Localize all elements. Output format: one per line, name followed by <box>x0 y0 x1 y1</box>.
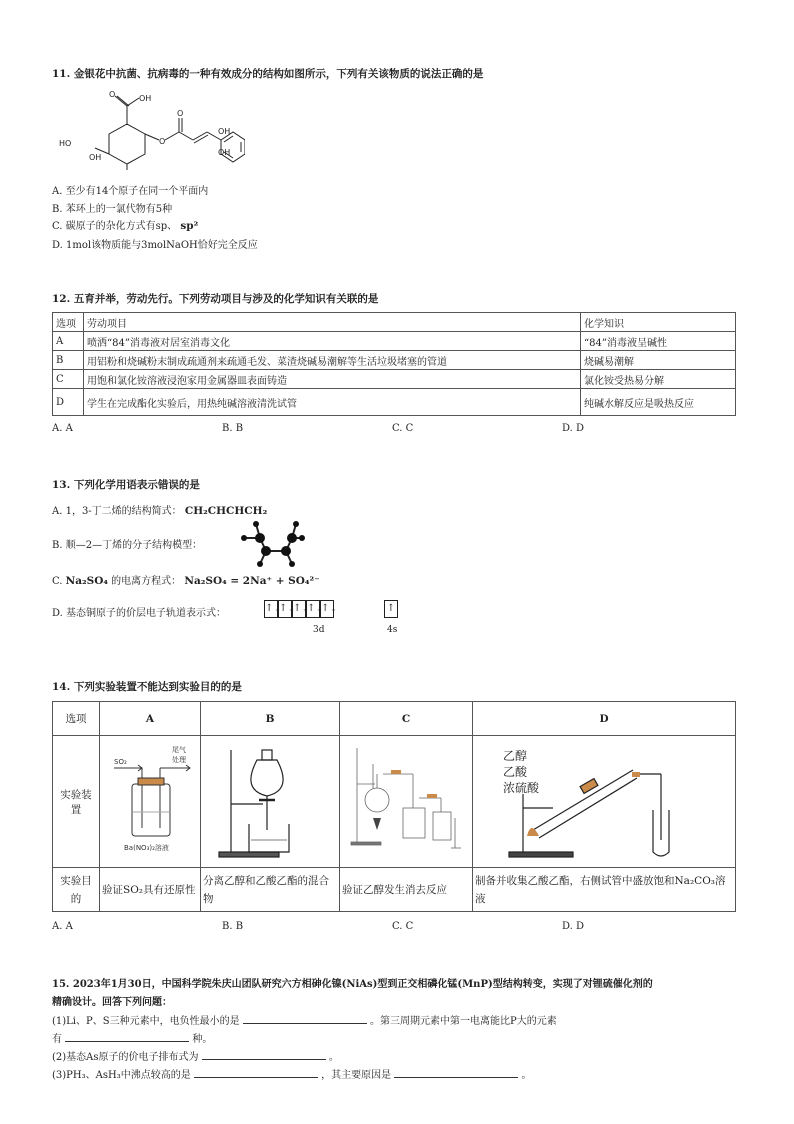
purpose-d: 制备并收集乙酸乙酯，右侧试管中盛放饱和Na₂CO₃溶液 <box>473 868 736 912</box>
q14-answer-c[interactable]: C. C <box>392 921 414 932</box>
row-b-option: B <box>53 351 84 370</box>
q13-option-c-mid: 的电离方程式： <box>111 576 182 587</box>
orbital-3d <box>264 600 338 618</box>
q11-option-c[interactable] <box>52 217 198 232</box>
q13-option-c-formula1: Na₂SO₄ <box>65 575 108 587</box>
row-b-labor: 用铝粉和烧碱粉末制成疏通剂来疏通毛发、菜渣烧碱易潮解等生活垃圾堵塞的管道 <box>84 351 581 370</box>
row-label-apparatus: 实验装置 <box>53 736 100 868</box>
label-o-carbonyl: O <box>177 109 184 118</box>
header-chem: 化学知识 <box>581 313 736 332</box>
table-row-purpose <box>53 868 736 912</box>
table-header-row <box>53 702 736 736</box>
table-row <box>53 332 736 351</box>
q15-intro-line1: 15. 2023年1月30日，中国科学院朱庆山团队研究六方相砷化镍(NiAs)型到正交相磷化锰(MnP)型结构转变，实现了对锂硫催化剂的 <box>52 979 653 990</box>
q13-option-c[interactable] <box>52 572 320 587</box>
q15-blank-3[interactable] <box>202 1049 326 1060</box>
table-header-row <box>53 313 736 332</box>
apparatus-d-cell <box>473 736 736 868</box>
orbital-box: ↑↓ <box>278 600 292 618</box>
header-labor: 劳动项目 <box>84 313 581 332</box>
q11-option-b[interactable]: B. 苯环上的一氯代物有5种 <box>52 204 173 215</box>
label-ethanol: 乙醇 <box>503 749 528 763</box>
orbital-box: ↑ <box>384 600 398 618</box>
q15-part2 <box>52 1048 339 1063</box>
table-row-apparatus <box>53 736 736 868</box>
q15-part1-text-c: 有 <box>52 1034 62 1045</box>
apparatus-a-cell <box>100 736 201 868</box>
q12-answer-c[interactable]: C. C <box>392 423 414 434</box>
q12-answer-b[interactable]: B. B <box>222 423 244 434</box>
cis-2-butene-ball-stick-model <box>234 518 310 572</box>
header-c: C <box>340 702 473 736</box>
label-sulfuric-acid: 浓硫酸 <box>503 781 540 795</box>
label-oh-bottom: OH <box>89 153 102 162</box>
label-o-top: O <box>109 90 116 99</box>
q15-part3-text-a: (3)PH₃、AsH₃中沸点较高的是 <box>52 1070 191 1081</box>
q15-part2-text-b: 。 <box>328 1052 339 1063</box>
q13-option-a[interactable] <box>52 502 267 517</box>
q11-option-a[interactable]: A. 至少有14个原子在同一个平面内 <box>52 186 209 197</box>
label-solution: Ba(NO₃)₂溶液 <box>124 844 169 852</box>
row-c-option: C <box>53 370 84 389</box>
q11-option-d[interactable]: D. 1mol该物质能与3molNaOH恰好完全反应 <box>52 240 258 251</box>
q15-part2-text-a: (2)基态As原子的价电子排布式为 <box>52 1052 199 1063</box>
label-oh-top: OH <box>139 94 152 103</box>
row-label-purpose: 实验目的 <box>53 868 100 912</box>
q15-part3-text-b: ，其主要原因是 <box>321 1070 392 1081</box>
orbital-4s <box>384 600 398 618</box>
label-oh-ring1: OH <box>218 127 231 136</box>
q11-title: 11. 金银花中抗菌、抗病毒的一种有效成分的结构如图所示，下列有关该物质的说法正确的是 <box>52 68 484 80</box>
q14-answer-b[interactable]: B. B <box>222 921 244 932</box>
q14-table <box>52 701 736 912</box>
q15-part3-text-c: 。 <box>521 1070 532 1081</box>
purpose-a: 验证SO₂具有还原性 <box>100 868 201 912</box>
q11-structure-figure <box>55 82 245 172</box>
apparatus-a-figure <box>102 738 198 862</box>
q15-part1-text-a: (1)Li、P、S三种元素中，电负性最小的是 <box>52 1016 240 1027</box>
label-so2: SO₂ <box>114 758 127 766</box>
q12-title: 12. 五育并举，劳动先行。下列劳动项目与涉及的化学知识有关联的是 <box>52 293 379 305</box>
q14-answer-a[interactable]: A. A <box>52 921 73 932</box>
q15-part1-text-b: 。第三周期元素中第一电离能比P大的元素 <box>369 1016 557 1027</box>
q12-table <box>52 312 736 416</box>
apparatus-c-cell <box>340 736 473 868</box>
header-option: 选项 <box>53 313 84 332</box>
q15-blank-4[interactable] <box>194 1067 318 1078</box>
apparatus-b-cell <box>201 736 340 868</box>
q13-option-a-formula: CH₂CHCHCH₂ <box>184 505 268 517</box>
purpose-b: 分离乙醇和乙酸乙酯的混合物 <box>201 868 340 912</box>
orbital-box: ↑↓ <box>292 600 306 618</box>
q13-option-b-text: B. 顺—2—丁烯的分子结构模型： <box>52 540 203 551</box>
header-d: D <box>473 702 736 736</box>
row-b-chem: 烧碱易潮解 <box>581 351 736 370</box>
q15-blank-1[interactable] <box>243 1013 367 1024</box>
table-row <box>53 351 736 370</box>
table-row <box>53 389 736 416</box>
label-acetic-acid: 乙酸 <box>503 765 528 779</box>
label-tail: 尾气 <box>172 746 186 754</box>
q15-part1 <box>52 1012 557 1027</box>
q13-option-d[interactable] <box>52 604 226 619</box>
row-c-chem: 氯化铵受热易分解 <box>581 370 736 389</box>
q15-part3 <box>52 1066 531 1081</box>
q13-option-d-text: D. 基态铜原子的价层电子轨道表示式： <box>52 608 227 619</box>
header-b: B <box>201 702 340 736</box>
row-a-labor: 喷洒“84”消毒液对居室消毒文化 <box>84 332 581 351</box>
apparatus-c-figure <box>343 738 469 862</box>
q15-blank-2[interactable] <box>65 1031 189 1042</box>
q12-answer-d[interactable]: D. D <box>562 423 585 434</box>
row-d-option: D <box>53 389 84 416</box>
row-d-chem: 纯碱水解反应是吸热反应 <box>581 389 736 416</box>
label-4s: 4s <box>387 625 398 635</box>
q11-option-c-formula: sp² <box>180 220 199 232</box>
apparatus-b-figure <box>205 738 335 862</box>
label-3d: 3d <box>313 625 325 635</box>
q15-blank-5[interactable] <box>394 1067 518 1078</box>
header-a: A <box>100 702 201 736</box>
row-a-chem: “84”消毒液呈碱性 <box>581 332 736 351</box>
row-c-labor: 用饱和氯化铵溶液浸泡家用金属器皿表面铸造 <box>84 370 581 389</box>
q13-title: 13. 下列化学用语表示错误的是 <box>52 479 200 491</box>
label-oh-ring2: OH <box>218 148 231 157</box>
q13-option-b[interactable] <box>52 536 202 551</box>
q13-option-c-formula2: Na₂SO₄ = 2Na⁺ + SO₄²⁻ <box>184 575 320 587</box>
label-o-ester: O <box>159 137 166 146</box>
label-tail2: 处理 <box>172 756 186 764</box>
q14-title: 14. 下列实验装置不能达到实验目的的是 <box>52 681 242 693</box>
q15-part1-cont <box>52 1030 212 1045</box>
q15-part1-text-d: 种。 <box>192 1034 213 1045</box>
row-d-labor: 学生在完成酯化实验后，用热纯碱溶液清洗试管 <box>84 389 581 416</box>
apparatus-d-figure <box>473 736 743 866</box>
header-option: 选项 <box>53 702 100 736</box>
q15-intro-line2: 精确设计。回答下列问题： <box>52 997 172 1008</box>
q12-answer-a[interactable]: A. A <box>52 423 73 434</box>
orbital-box: ↑↓ <box>320 600 334 618</box>
purpose-c: 验证乙醇发生消去反应 <box>340 868 473 912</box>
orbital-box: ↑↓ <box>306 600 320 618</box>
q13-option-a-text: A. 1，3-丁二烯的结构简式： <box>52 506 182 517</box>
label-ho-left: HO <box>59 139 72 148</box>
q13-option-c-prefix: C. <box>52 576 66 587</box>
table-row <box>53 370 736 389</box>
q11-option-c-text: C. 碳原子的杂化方式有sp、 <box>52 221 178 232</box>
orbital-box: ↑↓ <box>264 600 278 618</box>
q14-answer-d[interactable]: D. D <box>562 921 585 932</box>
row-a-option: A <box>53 332 84 351</box>
